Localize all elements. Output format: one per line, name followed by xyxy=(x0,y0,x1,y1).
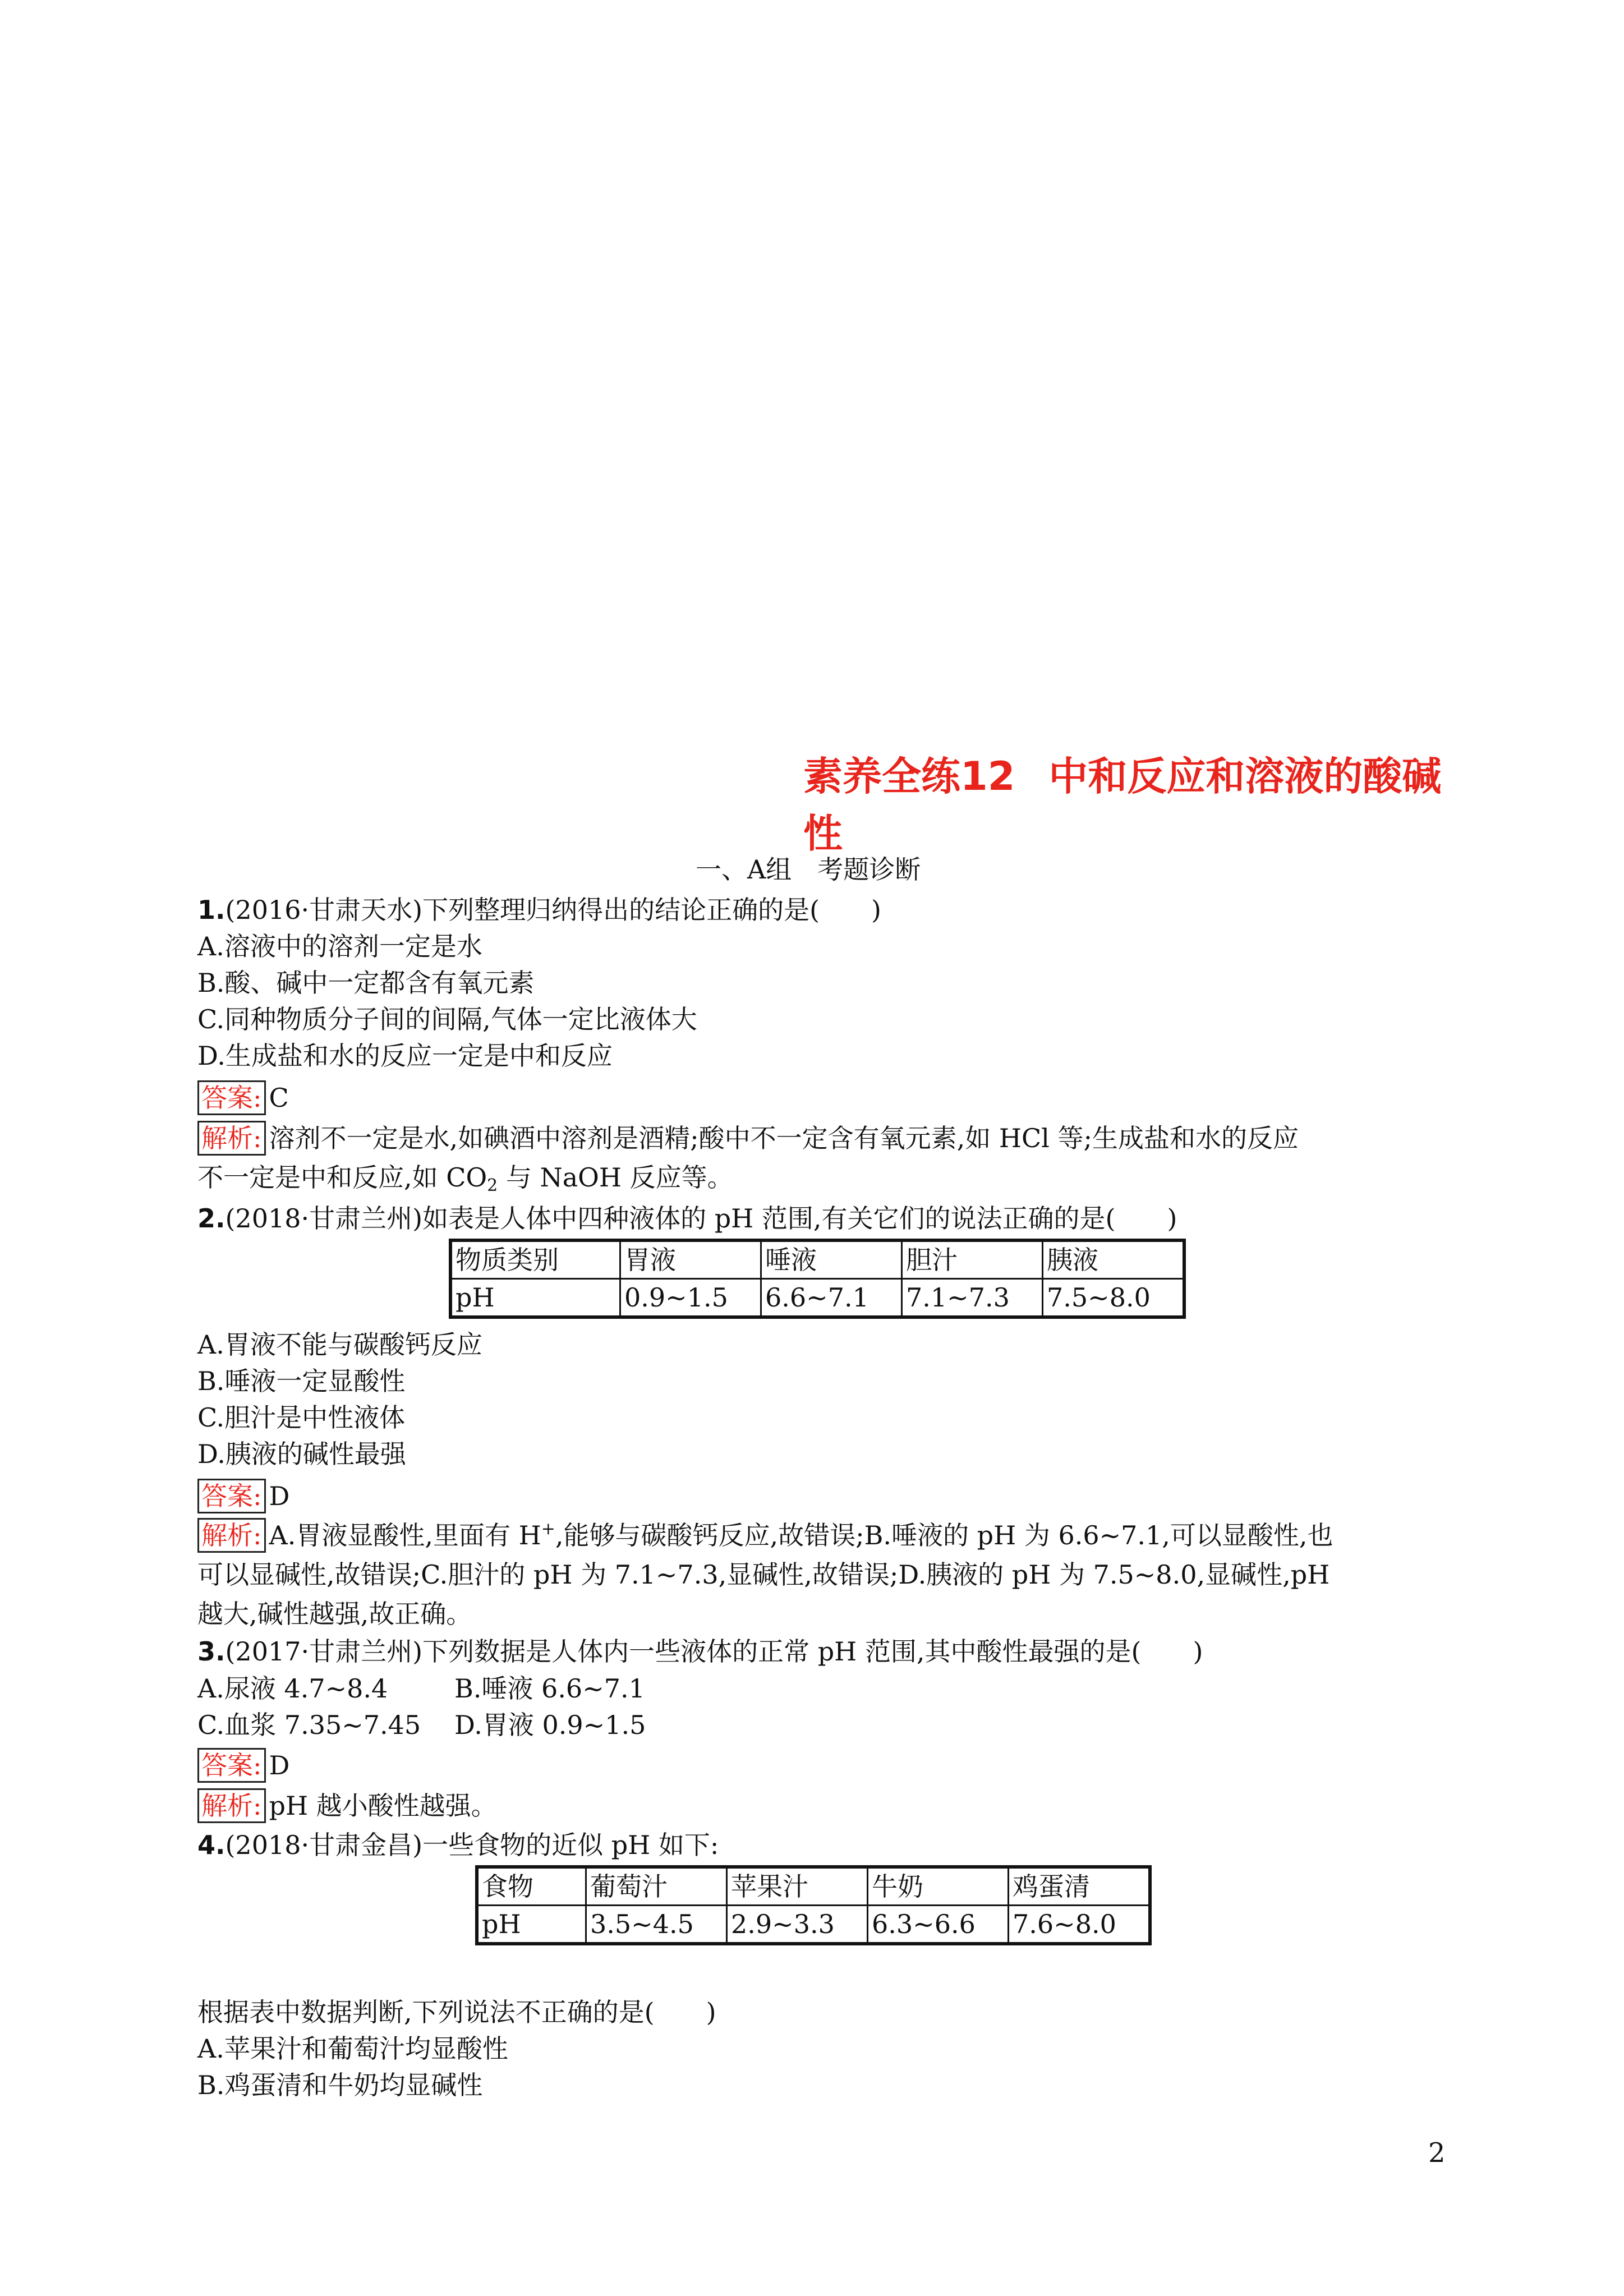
analysis-tag: 解析: xyxy=(197,1121,266,1156)
q3-answer: 答案: D xyxy=(197,1747,289,1783)
q2-ph-table xyxy=(449,1239,1186,1319)
analysis-tag: 解析: xyxy=(197,1518,266,1553)
q4-option-a: A.苹果汁和葡萄汁均显酸性 xyxy=(197,2033,508,2064)
table-row xyxy=(450,1279,1184,1318)
q1-analysis-cont: 不一定是中和反应,如 $CO_2$ 与 NaOH 反应等。 xyxy=(197,1162,733,1195)
q4-food-ph-table xyxy=(475,1865,1152,1945)
table-cell: 物质类别 xyxy=(450,1240,620,1279)
section-heading: 一、A组 考题诊断 xyxy=(696,854,921,885)
table-cell: 食物 xyxy=(477,1867,586,1906)
q1-option-a: A.溶液中的溶剂一定是水 xyxy=(197,931,482,961)
q3-stem: 3.(2017·甘肃兰州)下列数据是人体内一些液体的正常 pH 范围,其中酸性最强的是( ) xyxy=(197,1636,1203,1667)
table-cell: 胃液 xyxy=(620,1240,761,1279)
q1-analysis: 解析: 溶剂不一定是水,如碘酒中溶剂是酒精;酸中不一定含有氧元素,如 HCl 等;生成盐和水的反应 xyxy=(197,1120,1299,1156)
table-cell: 7.1~7.3 xyxy=(902,1279,1043,1318)
title-main: 中和反应和溶液的酸碱 xyxy=(1048,753,1442,799)
table-cell: 胆汁 xyxy=(902,1240,1043,1279)
answer-tag: 答案: xyxy=(197,1479,266,1513)
answer-tag: 答案: xyxy=(197,1080,266,1115)
table-cell: 7.5~8.0 xyxy=(1043,1279,1185,1318)
table-cell: 0.9~1.5 xyxy=(620,1279,761,1318)
table-cell: 6.6~7.1 xyxy=(761,1279,902,1318)
table-cell: 唾液 xyxy=(761,1240,902,1279)
table-cell: 2.9~3.3 xyxy=(727,1906,868,1944)
table-header-row xyxy=(450,1240,1184,1279)
answer-tag: 答案: xyxy=(197,1748,266,1783)
q4-question: 根据表中数据判断,下列说法不正确的是( ) xyxy=(197,1997,716,2027)
q1-option-c: C.同种物质分子间的间隔,气体一定比液体大 xyxy=(197,1004,697,1034)
table-cell: 牛奶 xyxy=(868,1867,1009,1906)
table-cell: 苹果汁 xyxy=(727,1867,868,1906)
q2-option-d: D.胰液的碱性最强 xyxy=(197,1439,406,1469)
q1-answer: 答案: C xyxy=(197,1080,289,1116)
analysis-tag: 解析: xyxy=(197,1788,266,1823)
q3-option-a: A.尿液 4.7~8.4 xyxy=(197,1673,388,1704)
title-prefix: 素养全练 xyxy=(803,753,960,799)
page-number: 2 xyxy=(1428,2137,1446,2169)
q2-analysis-cont: 可以显碱性,故错误;C.胆汁的 pH 为 7.1~7.3,显碱性,故错误;D.胰液的 pH 为 7.5~8.0,显碱性,pH xyxy=(197,1559,1330,1590)
table-cell: 鸡蛋清 xyxy=(1009,1867,1151,1906)
q2-option-c: C.胆汁是中性液体 xyxy=(197,1402,406,1433)
q3-analysis: 解析: pH 越小酸性越强。 xyxy=(197,1788,497,1824)
table-cell: pH xyxy=(450,1279,620,1318)
q3-option-c: C.血浆 7.35~7.45 xyxy=(197,1710,421,1740)
table-cell: 7.6~8.0 xyxy=(1009,1906,1151,1944)
q4-stem: 4.(2018·甘肃金昌)一些食物的近似 pH 如下: xyxy=(197,1830,719,1860)
q1-option-b: B.酸、碱中一定都含有氧元素 xyxy=(197,968,535,998)
title-line-1 xyxy=(803,748,1454,805)
table-cell: 3.5~4.5 xyxy=(586,1906,727,1944)
q2-analysis-cont-2: 越大,碱性越强,故正确。 xyxy=(197,1599,472,1629)
table-header-row xyxy=(477,1867,1150,1906)
q3-option-d: D.胃液 0.9~1.5 xyxy=(454,1710,646,1740)
q2-option-b: B.唾液一定显酸性 xyxy=(197,1366,406,1396)
q4-option-b: B.鸡蛋清和牛奶均显碱性 xyxy=(197,2070,483,2100)
q1-option-d: D.生成盐和水的反应一定是中和反应 xyxy=(197,1041,613,1071)
q2-answer: 答案: D xyxy=(197,1478,289,1514)
table-cell: 胰液 xyxy=(1043,1240,1185,1279)
title-number: 12 xyxy=(960,753,1015,799)
title-line-2: 性 xyxy=(803,811,843,857)
q2-stem: 2.(2018·甘肃兰州)如表是人体中四种液体的 pH 范围,有关它们的说法正确的是( ) xyxy=(197,1203,1177,1234)
table-cell: 6.3~6.6 xyxy=(868,1906,1009,1944)
q3-option-b: B.唾液 6.6~7.1 xyxy=(454,1673,645,1704)
q2-analysis: 解析: A.胃液显酸性,里面有 H+,能够与碳酸钙反应,故错误;B.唾液的 pH 为 6.6~7.1,可以显酸性,也 xyxy=(197,1517,1333,1553)
table-row xyxy=(477,1906,1150,1944)
q2-option-a: A.胃液不能与碳酸钙反应 xyxy=(197,1329,482,1360)
table-cell: 葡萄汁 xyxy=(586,1867,727,1906)
table-cell: pH xyxy=(477,1906,586,1944)
page-title xyxy=(803,748,1454,862)
q1-stem: 1.(2016·甘肃天水)下列整理归纳得出的结论正确的是( ) xyxy=(197,895,881,925)
